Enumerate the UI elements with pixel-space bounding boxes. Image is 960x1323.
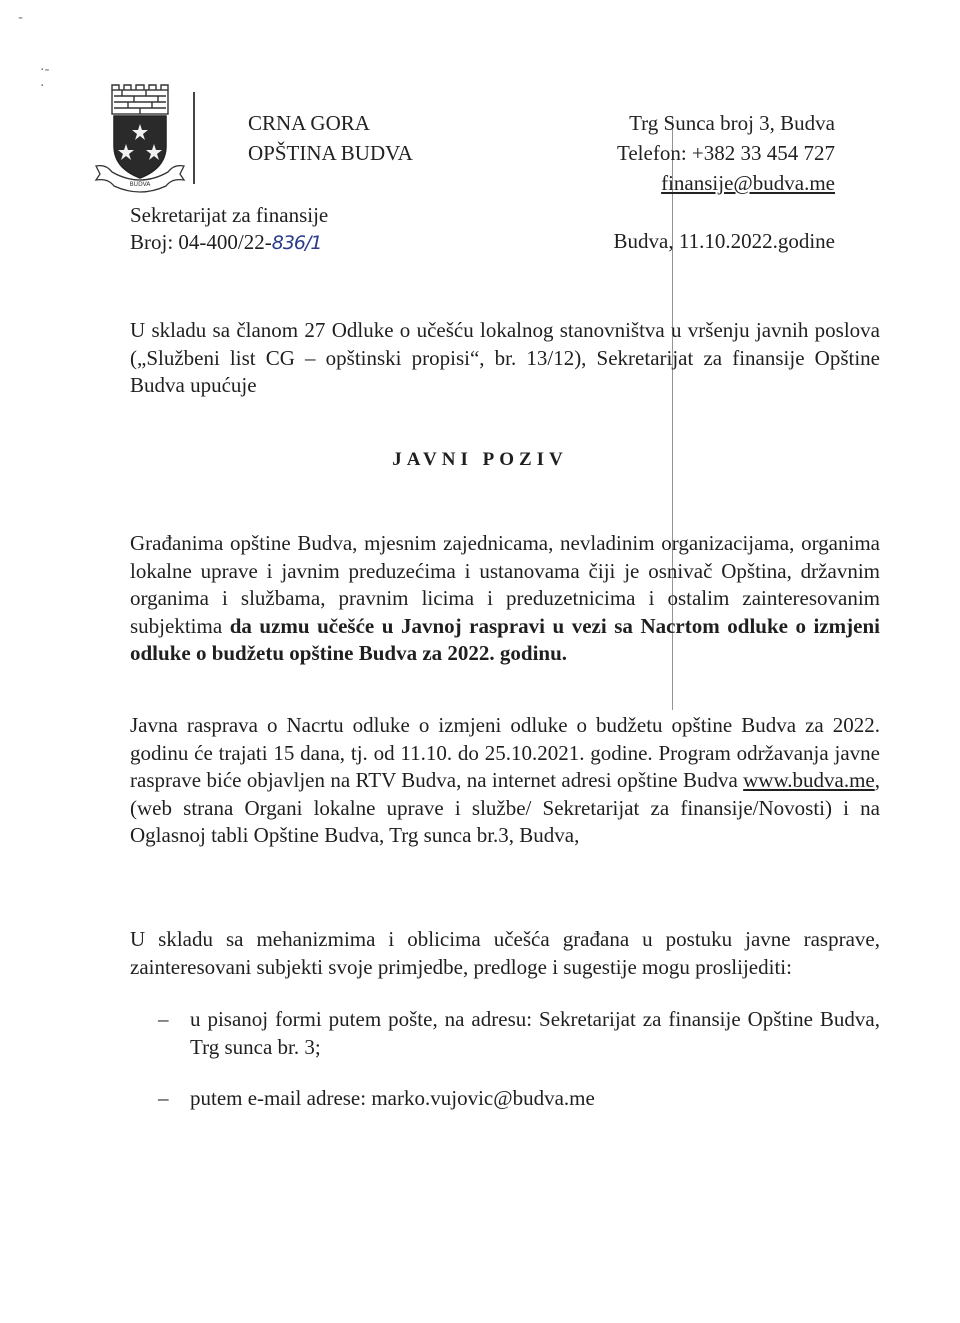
contact-block bbox=[617, 108, 835, 198]
debate-details-paragraph bbox=[130, 712, 880, 850]
document-number bbox=[130, 229, 328, 257]
reference-block bbox=[130, 202, 328, 257]
municipality-name: OPŠTINA BUDVA bbox=[248, 141, 413, 165]
list-item-text: putem e-mail adrese: marko.vujovic@budva.me bbox=[190, 1086, 595, 1110]
secretariat-name: Sekretarijat za finansije bbox=[130, 203, 329, 227]
scan-mark: ·-· bbox=[40, 62, 50, 94]
list-item-text: u pisanoj formi putem pošte, na adresu: Sekretarijat za finansije Opštine Budva, Trg sunca br. 3; bbox=[190, 1007, 880, 1059]
crest-ribbon-text: BUDVA bbox=[129, 181, 151, 188]
handwritten-number: 836/1 bbox=[271, 232, 322, 254]
list-item bbox=[158, 1006, 880, 1061]
scan-mark: - bbox=[18, 10, 24, 26]
submission-paragraph: U skladu sa mehanizmima i oblicima učešća građana u postuku javne rasprave, zainteresovani subjekti svoje primjedbe, predloge i sugestije mogu proslijediti: bbox=[130, 927, 880, 979]
phone: Telefon: +382 33 454 727 bbox=[616, 141, 835, 165]
header-divider bbox=[193, 92, 195, 184]
document-date: Budva, 11.10.2022.godine bbox=[613, 229, 835, 253]
list-item bbox=[158, 1085, 880, 1113]
issuer-block bbox=[248, 108, 413, 168]
invitation-text: Građanima opštine Budva, mjesnim zajednicama, nevladinim organizacijama, organima lokalne uprave i javnim preduzećima i ustanovama čiji je osnivač Opština, državnim organima i službama, pravnim licima i preduzetnicima i ostalim zainteresovanim subjektima bbox=[130, 531, 880, 638]
invitation-paragraph bbox=[130, 530, 880, 668]
bullet-dash: – bbox=[158, 1007, 169, 1031]
country-name: CRNA GORA bbox=[248, 111, 370, 135]
bullet-dash: – bbox=[158, 1086, 169, 1110]
debate-text-cont: , (web strana Organi lokalne uprave i službe/ Sekretarijat za finansije/Novosti) i na Oglasnoj tabli Opštine Budva, Trg sunca br.3, Budva, bbox=[130, 768, 880, 847]
document-title: JAVNI POZIV bbox=[392, 449, 568, 470]
debate-text: Javna rasprava o Nacrtu odluke o izmjeni odluke o budžetu opštine Budva za 2022. godinu će trajati 15 dana, tj. od 11.10. do 25.10.2021. godine. Program održavanja javne rasprave biće objavljen na RTV Budva, na internet adresi opštine Budva bbox=[130, 713, 880, 792]
address: Trg Sunca broj 3, Budva bbox=[629, 111, 835, 135]
document-number-prefix: Broj: 04-400/22- bbox=[130, 230, 272, 254]
municipality-crest-icon bbox=[90, 82, 190, 194]
contact-email-link[interactable]: finansije@budva.me bbox=[661, 171, 835, 195]
invitation-bold-text: da uzmu učešće u Javnoj raspravi u vezi sa Nacrtom odluke o izmjeni odluke o budžetu opštine Budva za 2022. godinu. bbox=[130, 613, 880, 665]
website-link[interactable]: www.budva.me bbox=[743, 768, 875, 792]
intro-paragraph: U skladu sa članom 27 Odluke o učešću lokalnog stanovništva u vršenju javnih poslova („Službeni list CG – opštinski propisi“, br. 13/12), Sekretarijat za finansije Opštine Budva upućuje bbox=[130, 318, 880, 397]
